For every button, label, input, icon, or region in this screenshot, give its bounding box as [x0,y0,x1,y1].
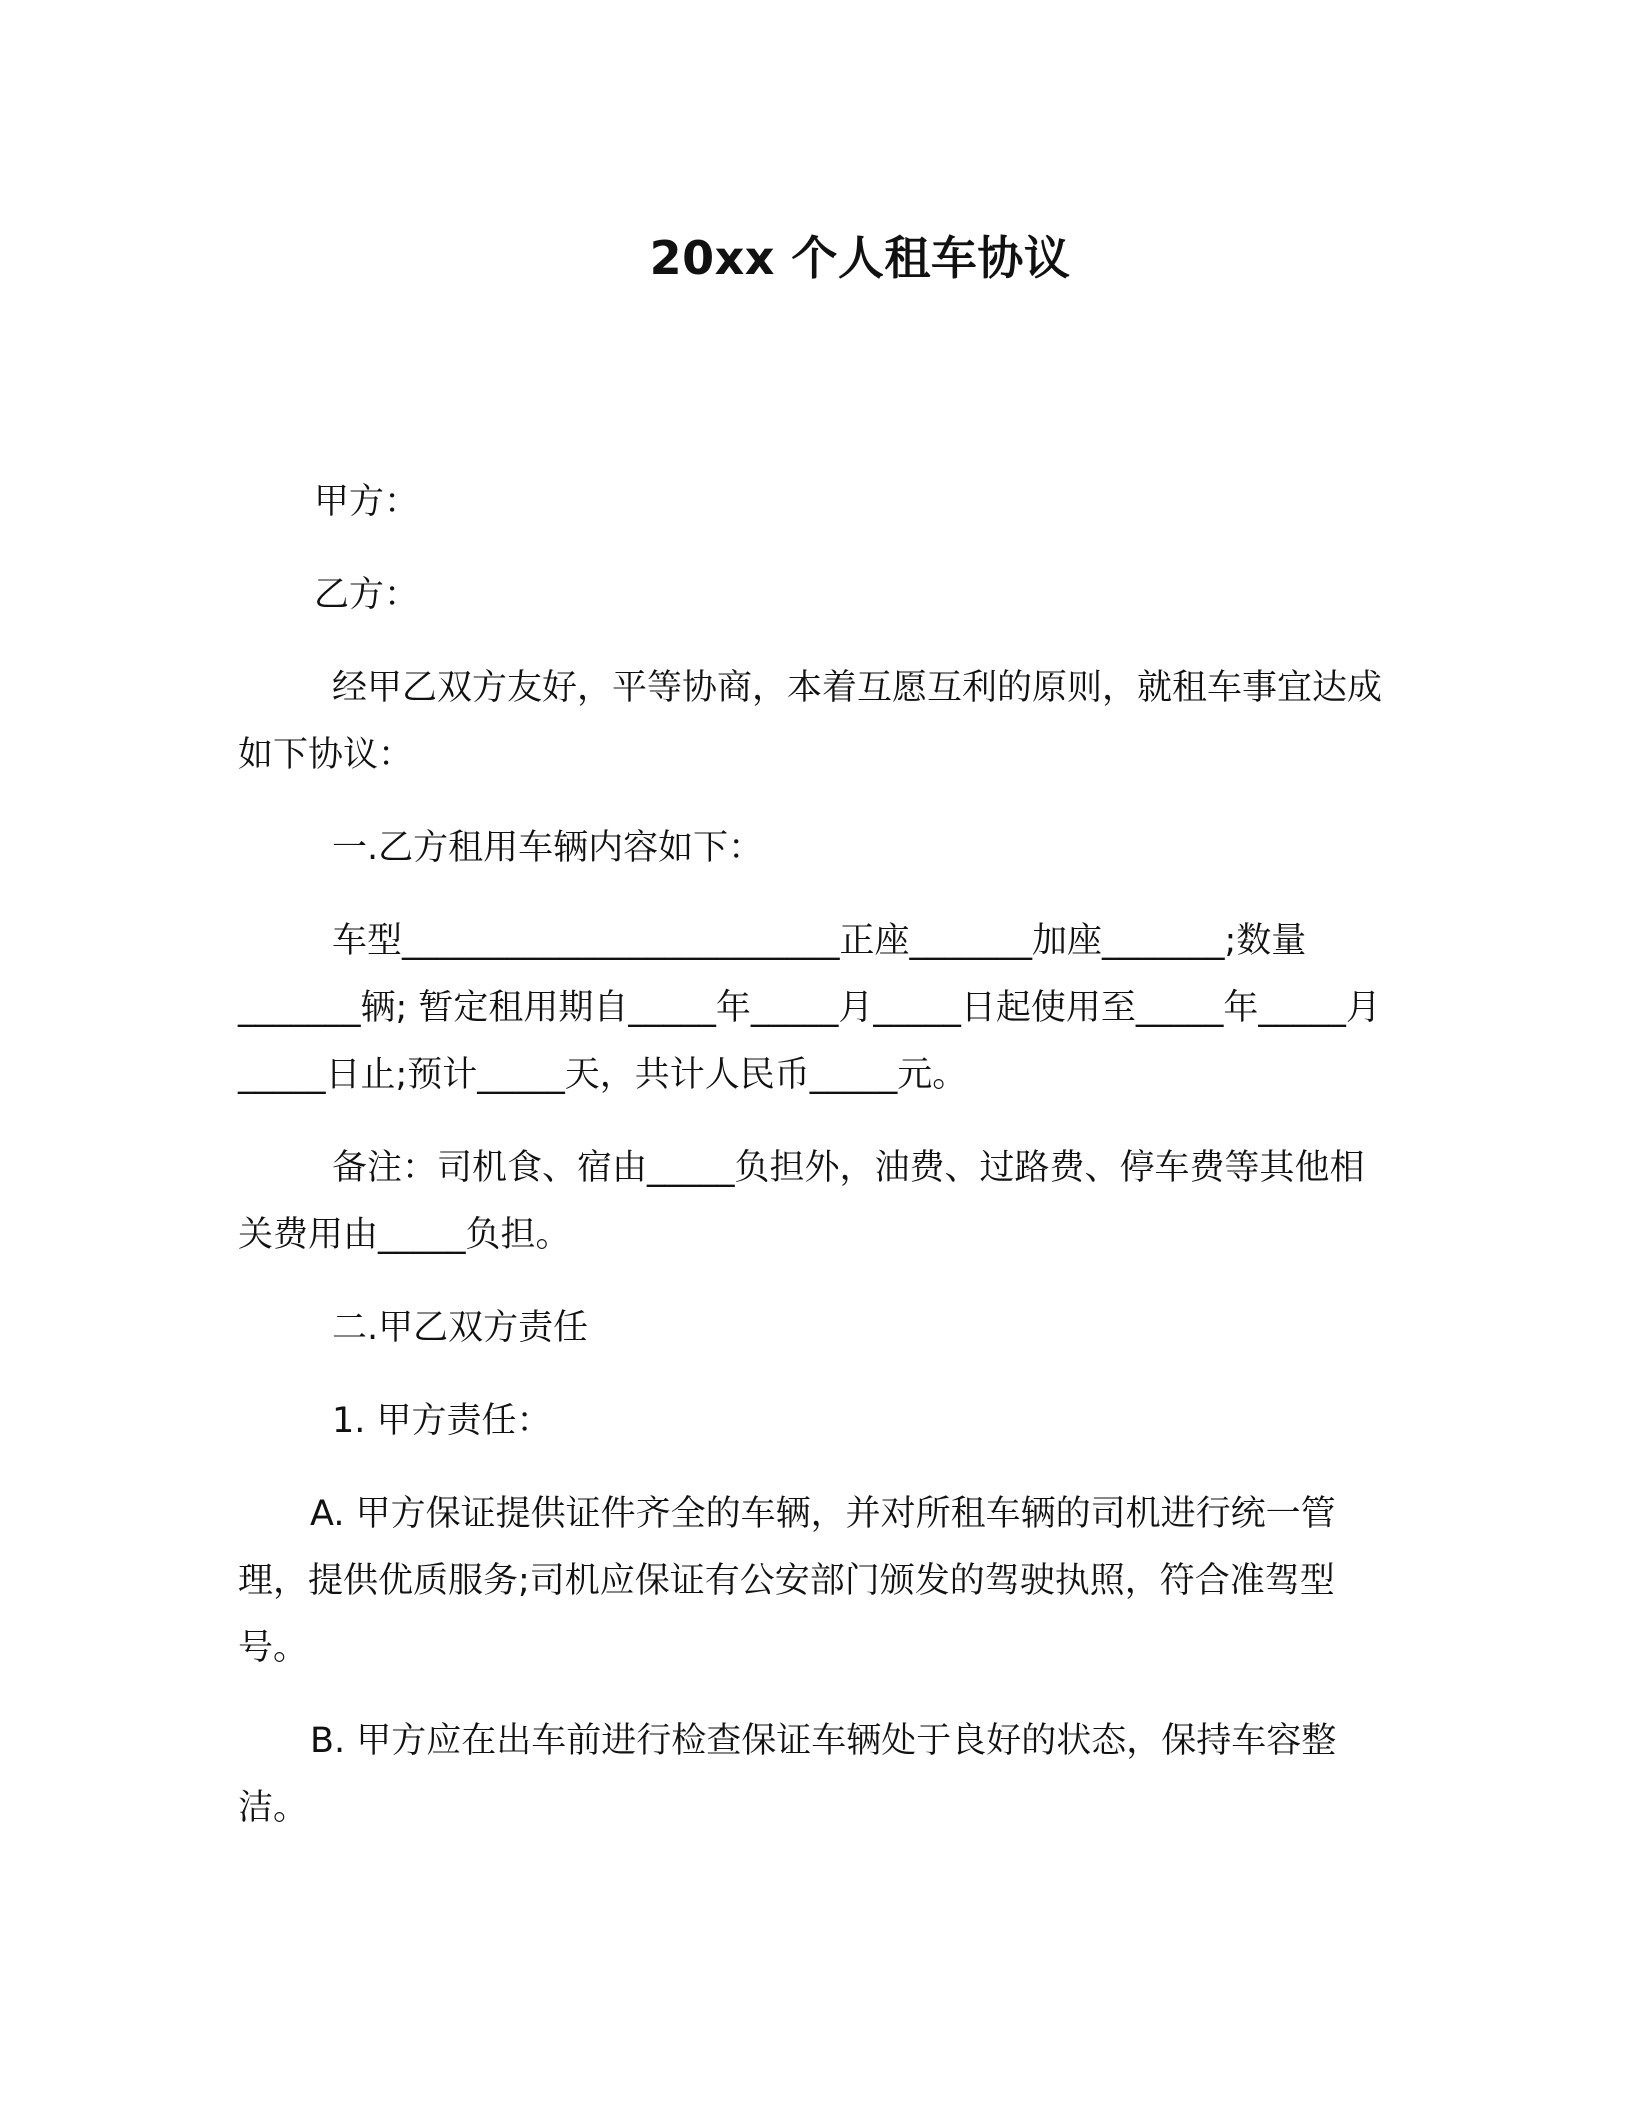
section1-body: 车型_________________________正座_______加座_______;数量 _______辆; 暂定租用期自_____年_____月_____日起使用至_____年_____月_____日止;预计_____天，共计人民币_____元。 [238,921,1381,1095]
party-a-line: 甲方： [314,482,420,522]
item-a-paragraph: A. 甲方保证提供证件齐全的车辆，并对所租车辆的司机进行统一管理，提供优质服务;司机应保证有公安部门颁发的驾驶执照，符合准驾型号。 [238,1494,1336,1668]
section1-heading: 一.乙方租用车辆内容如下： [332,828,764,868]
sub1-heading: 1. 甲方责任： [332,1401,552,1441]
section2-heading: 二.甲乙双方责任 [332,1308,589,1348]
note-paragraph: 备注：司机食、宿由_____负担外，油费、过路费、停车费等其他相关费用由_____负担。 [238,1148,1365,1255]
document-title: 20xx 个人租车协议 [649,231,1071,285]
item-b-paragraph: B. 甲方应在出车前进行检查保证车辆处于良好的状态，保持车容整洁。 [238,1721,1337,1828]
intro-paragraph: 经甲乙双方友好，平等协商，本着互愿互利的原则，就租车事宜达成如下协议： [238,668,1383,775]
party-b-line: 乙方： [314,575,420,615]
